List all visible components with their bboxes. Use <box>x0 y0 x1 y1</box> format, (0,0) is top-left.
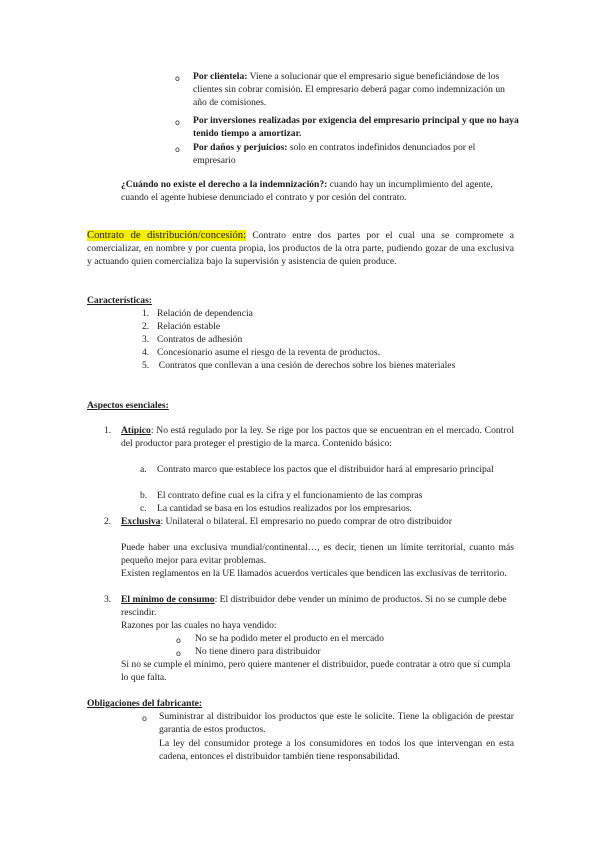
characteristic-item <box>142 360 514 373</box>
characteristic-item: Relación estable <box>157 321 221 332</box>
bullet-text: solo en contratos indefinidos denunciados por el empresario <box>193 142 476 166</box>
bullet-por-danos <box>193 142 513 168</box>
aspect-title: El mínimo de consumo <box>121 594 215 605</box>
characteristic-text: Contratos que conllevan a una cesión de derechos sobre los bienes materiales <box>158 360 456 371</box>
aspect-text: : No está regulado por la ley. Se rige por los pactos que se encuentran en el mercado. Control del productor para proteger el prestigio de la marca. Contenido básico: <box>121 425 514 449</box>
bullet-por-clientela <box>193 71 513 110</box>
bullet-marker: o <box>176 649 181 658</box>
bullet-marker: o <box>175 118 180 127</box>
obligation-paragraph: Suministrar al distribuidor los productos que este le solicite. Tiene la obligación de prestar garantía de estos productos. <box>159 711 514 735</box>
aspect-atipico <box>121 425 514 451</box>
aspect-text: : El distribuidor debe vender un mínimo de productos. Si no se cumple debe rescindir. <box>121 594 507 618</box>
question-title: ¿Cuándo no existe el derecho a la indemnización?: <box>121 179 328 190</box>
sub-item: Contrato marco que establece los pactos que el distribuidor hará al empresario principal <box>157 464 494 475</box>
list-number: 3. <box>142 334 150 345</box>
aspect-exclusiva <box>121 516 514 529</box>
bullet-title: Por clientela: <box>193 71 248 82</box>
sub-marker: a. <box>140 464 147 475</box>
contract-text: Contrato entre dos partes por el cual una se compromete a comercializar, en nombre y por cuenta propia, los productos de la otra parte, pudiendo gozar de una exclusiva y actuando quien comercializa bajo la supervisión y asistencia de quien produce. <box>87 230 515 267</box>
reason-item: No se ha podido meter el producto en el mercado <box>195 633 384 644</box>
minimo-closing: Si no se cumple el mínimo, pero quiere mantener el distribuidor, puede contratar a otro que sí cumpla lo que falta. <box>121 659 511 683</box>
bullet-marker: o <box>176 636 181 645</box>
contract-paragraph <box>87 230 514 269</box>
aspect-title: Exclusiva <box>121 516 161 527</box>
exclusiva-paragraph: Existen reglamentos en la UE llamados acuerdos verticales que bendicen las exclusivas de territorio. <box>121 568 507 579</box>
list-number: 2. <box>142 321 150 332</box>
bullet-por-inversiones <box>193 115 523 141</box>
bullet-marker: o <box>142 714 147 723</box>
reason-item: No tiene dinero para distribuidor <box>195 646 321 657</box>
question-paragraph <box>121 179 513 205</box>
reasons-intro: Razones por las cuales no haya vendido: <box>121 620 277 631</box>
obligations-heading: Obligaciones del fabricante: <box>87 698 203 709</box>
list-number: 2. <box>104 516 112 527</box>
bullet-marker: o <box>175 145 180 154</box>
sub-item: El contrato define cual es la cifra y el funcionamiento de las compras <box>157 490 423 501</box>
contract-heading: Contrato de distribución/concesión: <box>87 230 247 241</box>
bullet-marker: o <box>175 74 180 83</box>
essentials-heading: Aspectos esenciales: <box>87 400 169 411</box>
bullet-title: Por daños y perjuicios: <box>193 142 288 153</box>
characteristics-heading: Características: <box>87 295 152 306</box>
sub-item: La cantidad se basa en los estudios realizados por los empresarios. <box>157 503 412 514</box>
aspect-minimo <box>121 594 514 620</box>
list-number: 3. <box>104 594 112 605</box>
aspect-title: Atípico <box>121 425 151 436</box>
list-number: 1. <box>142 308 150 319</box>
characteristic-item: Relación de dependencia <box>157 308 253 319</box>
characteristic-item: Contratos de adhesión <box>157 334 243 345</box>
obligation-paragraph: La ley del consumidor protege a los consumidores en todos los que intervengan en esta cadena, entonces el distribuidor también tiene responsabilidad. <box>159 738 514 762</box>
aspect-text: : Unilateral o bilateral. El empresario no puedo comprar de otro distribuidor <box>160 516 452 527</box>
sub-marker: b. <box>140 490 148 501</box>
list-number: 4. <box>142 347 150 358</box>
characteristic-item: Concesionario asume el riesgo de la reventa de productos. <box>157 347 380 358</box>
list-number: 5. <box>142 360 150 371</box>
exclusiva-paragraph: Puede haber una exclusiva mundial/continental…, es decir, tienen un límite territorial, cuanto más pequeño mejor para evitar problemas. <box>121 542 514 566</box>
bullet-title: Por inversiones realizadas por exigencia del empresario principal y que no haya tenido tiempo a amortizar. <box>193 115 519 139</box>
question-text: cuando hay un incumplimiento del agente, cuando el agente hubiese denunciado el contrato y por cesión del contrato. <box>121 179 493 203</box>
bullet-text: Viene a solucionar que el empresario sigue beneficiándose de los clientes sin cobrar comisión. El empresario deberá pagar como indemnización un año de comisiones. <box>193 71 505 108</box>
list-number: 1. <box>104 425 112 436</box>
sub-marker: c. <box>140 503 147 514</box>
